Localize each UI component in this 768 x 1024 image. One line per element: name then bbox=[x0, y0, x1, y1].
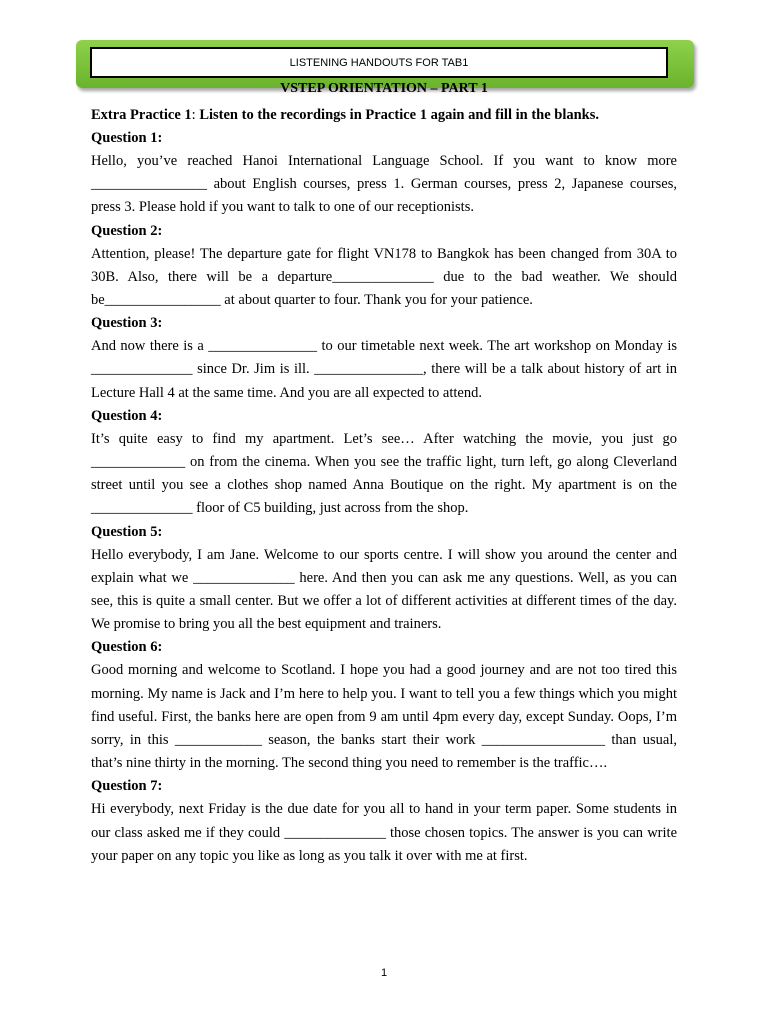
question-6-text: Good morning and welcome to Scotland. I hope you had a good journey and are not too tired this morning. My name is Jack and I’m here to help you. I want to tell you a few things which you might find useful. First, the banks here are open from 9 am until 4pm every day, except Sunday. Oops, I’m sorry, in this ____________ season, the banks start their work _________________ than usual, that’s nine thirty in the morning. The second thing you need to remember is the traffic…. bbox=[91, 662, 677, 772]
instruction-separator: : bbox=[191, 107, 200, 123]
question-5-title: Question 5: bbox=[91, 523, 163, 540]
question-1-title: Question 1: bbox=[91, 130, 163, 146]
question-4-title: Question 4: bbox=[91, 407, 163, 424]
question-5-text: Hello everybody, I am Jane. Welcome to our sports centre. I will show you around the center and explain what we ______________ here. And then you can ask me any questions. Well, as you can see, this is quite a small center. But we offer a lot of different activities at different times of the day. We promise to bring you all the best equipment and trainers. bbox=[91, 546, 677, 633]
question-1-text: Hello, you’ve reached Hanoi International Language School. If you want to know more ________________ about English courses, press 1. German courses, press 2, Japanese courses, press 3. Please hold if you want to talk to one of our receptionists. bbox=[91, 153, 677, 216]
question-2-text: Attention, please! The departure gate for flight VN178 to Bangkok has been changed from 30A to 30B. Also, there will be a departure______________ due to the bad weather. We should be________________ at about quarter to four. Thank you for your patience. bbox=[91, 245, 677, 309]
question-2-title: Question 2: bbox=[91, 222, 163, 239]
header-title: LISTENING HANDOUTS FOR TAB1 bbox=[90, 47, 668, 78]
question-7-text: Hi everybody, next Friday is the due date for you all to hand in your term paper. Some students in our class asked me if they could ______________ those chosen topics. The answer is you can write your paper on any topic you like as long as you talk it over with me at first. bbox=[91, 801, 677, 864]
instruction-label: Extra Practice 1 bbox=[91, 107, 192, 123]
document-body bbox=[91, 104, 677, 868]
question-7-title: Question 7: bbox=[91, 778, 163, 795]
document-subtitle: VSTEP ORIENTATION – PART 1 bbox=[280, 81, 488, 96]
instruction-text: Listen to the recordings in Practice 1 again and fill in the blanks. bbox=[199, 107, 600, 123]
instruction bbox=[91, 104, 677, 127]
question-3-title: Question 3: bbox=[91, 315, 163, 332]
page-number: 1 bbox=[380, 967, 388, 979]
question-4-text: It’s quite easy to find my apartment. Let’s see… After watching the movie, you just go _____________ on from the cinema. When you see the traffic light, turn left, go along Cleverland street until you see a clothes shop named Anna Boutique on the right. My apartment is on the ______________ floor of C5 building, just across from the shop. bbox=[91, 430, 677, 517]
question-3-text: And now there is a _______________ to our timetable next week. The art workshop on Monday is ______________ since Dr. Jim is ill. _______________, there will be a talk about history of art in Lecture Hall 4 at the same time. And you are all expected to attend. bbox=[91, 338, 677, 401]
question-6-title: Question 6: bbox=[91, 639, 163, 656]
